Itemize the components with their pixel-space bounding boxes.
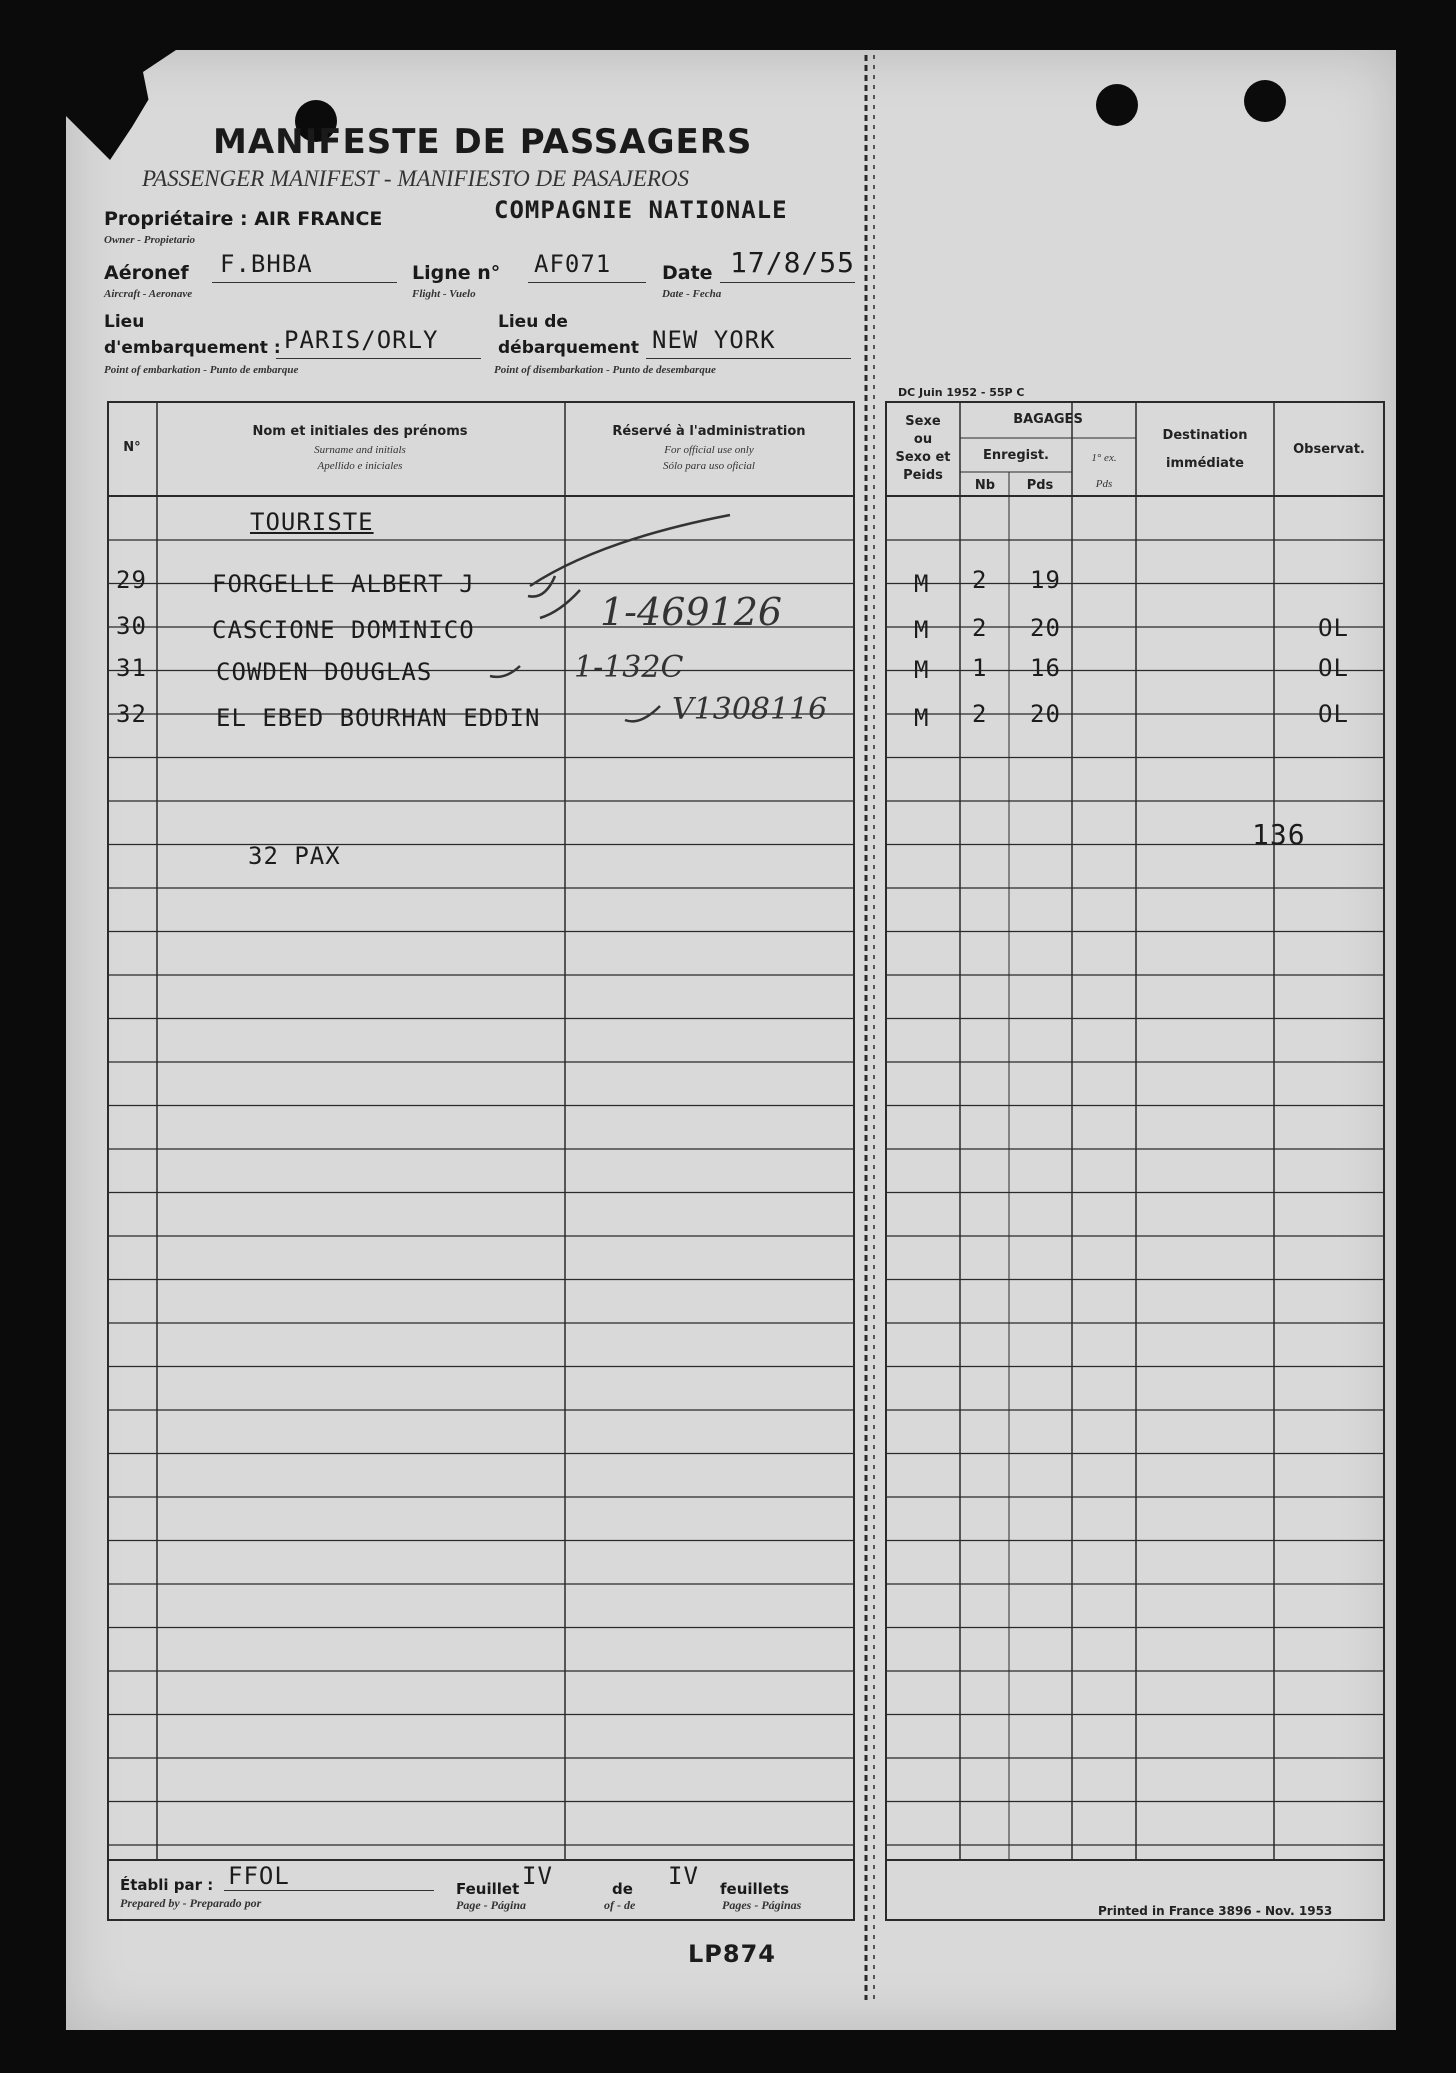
total-pax: 32 PAX (248, 842, 341, 870)
col-excess-pds: Pds (1095, 478, 1113, 490)
owner-sub: Owner - Propietario (104, 234, 196, 246)
col-baggage: BAGAGES (1013, 412, 1083, 427)
passenger-bag-weight: 16 (1030, 654, 1061, 682)
col-admin-sub-1: For official use only (664, 444, 754, 456)
disembark-value: NEW YORK (652, 326, 776, 354)
form-subtitle: PASSENGER MANIFEST - MANIFIESTO DE PASAJEROS (142, 166, 690, 191)
aircraft-label: Aéronef (104, 262, 189, 284)
date-label: Date (662, 262, 713, 284)
form-title: MANIFESTE DE PASSAGERS (213, 122, 753, 162)
passenger-admin: 1-132C (574, 650, 684, 685)
date-sub: Date - Fecha (662, 288, 722, 300)
embark-sub: Point of embarkation - Punto de embarque (104, 364, 299, 376)
col-sex-4: Peids (903, 468, 943, 483)
passenger-bag-count: 2 (972, 614, 988, 642)
date-value: 17/8/55 (730, 246, 856, 279)
col-nb: Nb (974, 478, 996, 493)
passenger-observ: OL (1318, 654, 1349, 682)
embark-underline (276, 358, 481, 359)
passenger-no: 32 (116, 700, 147, 728)
prepared-underline (224, 1890, 434, 1891)
embark-label-1: Lieu (104, 312, 145, 332)
form-ref: DC Juin 1952 - 55P C (898, 386, 1025, 399)
prepared-value: FFOL (228, 1862, 290, 1890)
col-observ: Observat. (1293, 442, 1365, 457)
line-value: AF071 (534, 250, 612, 278)
sheet-label: Feuillet (456, 1880, 520, 1898)
of-label: de (612, 1880, 633, 1898)
col-destination-1: Destination (1162, 428, 1248, 443)
col-name: Nom et initiales des prénoms (252, 424, 468, 439)
passenger-sex: M (914, 616, 930, 644)
aircraft-sub: Aircraft - Aeronave (104, 288, 193, 300)
of-value: IV (668, 1862, 699, 1890)
passenger-name: EL EBED BOURHAN EDDIN (216, 704, 541, 732)
passenger-name: FORGELLE ALBERT J (212, 570, 475, 598)
passenger-admin: 1-469126 (600, 590, 783, 634)
passenger-observ: OL (1318, 614, 1349, 642)
passenger-no: 29 (116, 566, 147, 594)
passenger-bag-count: 1 (972, 654, 988, 682)
col-sex-2: ou (913, 432, 933, 447)
owner-stamp: COMPAGNIE NATIONALE (494, 196, 788, 224)
passenger-admin: V1308116 (672, 692, 828, 727)
disembark-label-2: débarquement (498, 338, 639, 358)
col-name-sub-1: Surname and initials (314, 444, 406, 456)
col-destination-2: immédiate (1166, 456, 1244, 471)
sheet-value: IV (522, 1862, 553, 1890)
sheets-label: feuillets (720, 1880, 790, 1898)
line-underline (528, 282, 646, 283)
owner-label: Propriétaire : AIR FRANCE (104, 208, 383, 230)
col-admin-sub-2: Sólo para uso oficial (663, 460, 755, 472)
col-sex-1: Sexe (905, 414, 941, 429)
passenger-no: 31 (116, 654, 147, 682)
col-registered: Enregist. (982, 448, 1049, 463)
of-sub: of - de (604, 1898, 636, 1912)
class-label: TOURISTE (250, 508, 374, 536)
sheets-sub: Pages - Páginas (722, 1898, 802, 1912)
col-pds: Pds (1026, 478, 1054, 493)
passenger-bag-weight: 20 (1030, 614, 1061, 642)
col-no: N° (123, 440, 141, 455)
passenger-observ: OL (1318, 700, 1349, 728)
line-sub: Flight - Vuelo (412, 288, 476, 300)
passenger-no: 30 (116, 612, 147, 640)
embark-value: PARIS/ORLY (284, 326, 439, 354)
passenger-name: COWDEN DOUGLAS (216, 658, 433, 686)
passenger-sex: M (914, 570, 930, 598)
line-label: Ligne n° (412, 262, 501, 284)
document-number: LP874 (688, 1940, 776, 1968)
disembark-sub: Point of disembarkation - Punto de desembarque (494, 364, 716, 376)
col-excess: 1° ex. (1091, 452, 1117, 464)
prepared-label: Établi par : (120, 1876, 214, 1894)
disembark-underline (646, 358, 851, 359)
col-admin: Réservé à l'administration (612, 424, 806, 439)
sheet-sub: Page - Página (456, 1898, 526, 1912)
col-name-sub-2: Apellido e iniciales (317, 460, 403, 472)
passenger-bag-weight: 19 (1030, 566, 1061, 594)
passenger-bag-count: 2 (972, 566, 988, 594)
embark-label-2: d'embarquement : (104, 338, 281, 358)
prepared-sub: Prepared by - Preparado por (120, 1896, 262, 1910)
passenger-sex: M (914, 704, 930, 732)
passenger-name: CASCIONE DOMINICO (212, 616, 475, 644)
total-weight: 136 (1252, 818, 1306, 851)
date-underline (720, 282, 855, 283)
printed-note: Printed in France 3896 - Nov. 1953 (1098, 1904, 1333, 1918)
col-sex-3: Sexo et (895, 450, 951, 465)
passenger-bag-count: 2 (972, 700, 988, 728)
disembark-label-1: Lieu de (498, 312, 568, 332)
aircraft-underline (212, 282, 397, 283)
aircraft-value: F.BHBA (220, 250, 313, 278)
passenger-bag-weight: 20 (1030, 700, 1061, 728)
passenger-sex: M (914, 656, 930, 684)
